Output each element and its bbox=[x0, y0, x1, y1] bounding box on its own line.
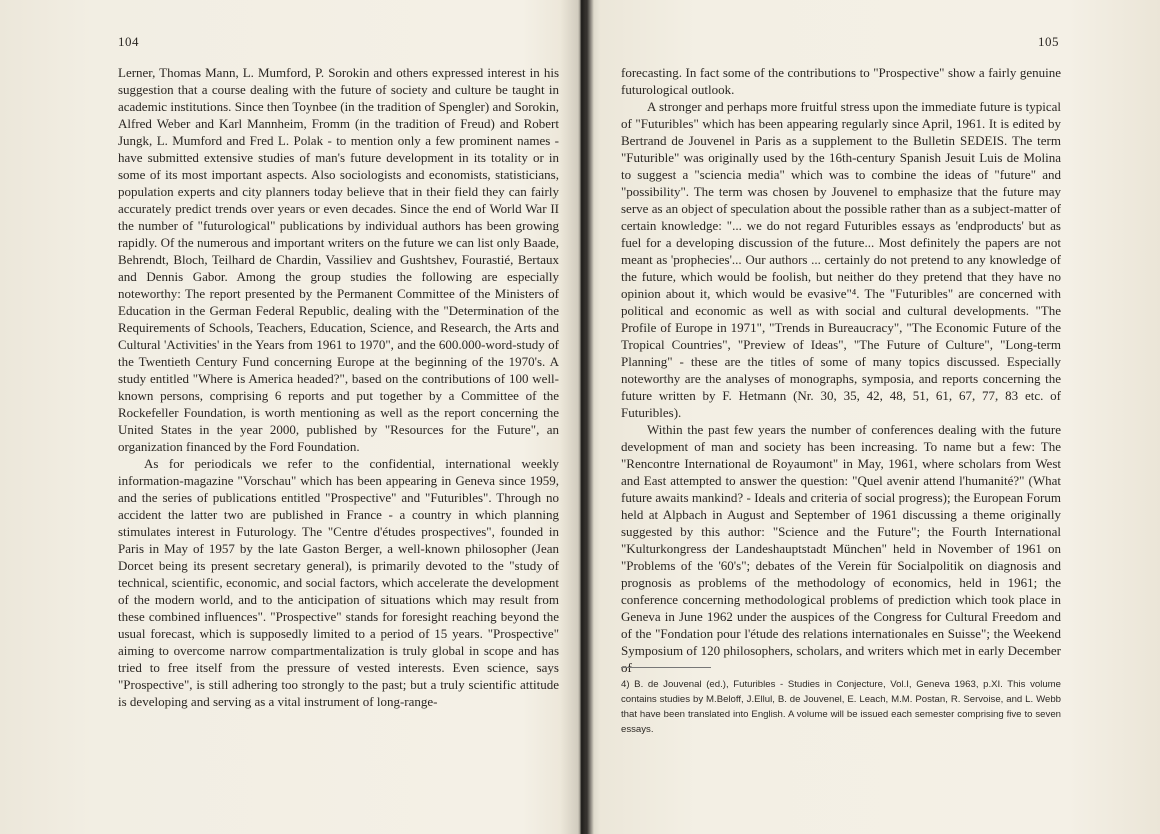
footnote: 4) B. de Jouvenal (ed.), Futuribles - Studies in Conjecture, Vol.I, Geneva 1963, p.XI. This volume contains studies by M.Beloff, J.Ellul, B. de Jouvenel, E. Leach, M.M. Postan, R. Servoise, and L. Webb that have been translated into English. A volume will be issued each semester comprising five to seven essays. bbox=[621, 679, 1061, 735]
paragraph: Lerner, Thomas Mann, L. Mumford, P. Sorokin and others expressed interest in his suggestion that a course dealing with the future of society and culture be taught in academic institutions. Since then Toynbee (in the tradition of Spengler) and Sorokin, Alfred Weber and Karl Mannheim, Fromm (in the tradition of Freud) and Robert Jungk, L. Mumford and Fred L. Polak - to mention only a few prominent names - have submitted extensive studies of man's future development in its totality or in some of its most important aspects. Also sociologists and economists, statisticians, population experts and city planners today believe that in their field they can fairly accurately predict trends over years or even decades. Since the end of World War II the number of "futurological" publications by individual authors has been growing rapidly. Of the numerous and important writers on the future we can list only Baade, Behrendt, Bloch, Teilhard de Chardin, Vassiliev and Gushtshev, Fourastié, Bertaux and Dennis Gabor. Among the group studies the following are especially noteworthy: The report presented by the Permanent Committee of the Ministers of Education in the German Federal Republic, dealing with the "Determination of the Requirements of Schools, Teachers, Education, Science, and Research, the Arts and Cultural 'Activities' in the Years from 1961 to 1970", and the 600.000-word-study of the Twentieth Century Fund concerning Europe at the beginning of the 1970's. A study entitled "Where is America headed?", based on the contributions of 100 well-known persons, comprising 6 reports and put together by a Committee of the Rockefeller Foundation, is worth mentioning as well as the report concerning the United States in the year 2000, published by "Resources for the Future", an organization financed by the Ford Foundation. bbox=[118, 65, 559, 454]
footnote-divider bbox=[621, 667, 711, 668]
paragraph: As for periodicals we refer to the confidential, international weekly information-magazine "Vorschau" which has been appearing in Geneva since 1959, and the series of publications entitled "Prospective" and "Futuribles". Through no accident the latter two are published in France - a country in which planning stimulates interest in Futurology. The "Centre d'études prospectives", founded in Paris in May of 1957 by the late Gaston Berger, a well-known philosopher (Jean Dorcet being its present secretary general), is primarily devoted to the "study of technical, scientific, economic, and social factors, which accelerate the development of the modern world, and to the anticipation of situations which may result from these combined influences". "Prospective" stands for foresight reaching beyond the usual forecast, which is supposedly limited to a period of 15 years. "Prospective" aiming to overcome narrow compartmentalization is truly global in scope and has tried to free itself from the pressure of vested interests. Even science, says "Prospective", is still adhering too strongly to the past; but a truly scientific attitude is developing and serving as a vital instrument of long-range- bbox=[118, 456, 559, 709]
paragraph: forecasting. In fact some of the contributions to "Prospective" show a fairly genuine futurological outlook. bbox=[621, 65, 1061, 97]
left-page-body bbox=[118, 64, 559, 710]
page-number-right: 105 bbox=[1038, 34, 1059, 49]
right-page-body bbox=[621, 64, 1061, 676]
right-page bbox=[592, 0, 1160, 834]
paragraph: A stronger and perhaps more fruitful stress upon the immediate future is typical of "Futuribles" which has been appearing regularly since April, 1961. It is edited by Bertrand de Jouvenel in Paris as a supplement to the Bulletin SEDEIS. The term "Futurible" was originally used by the 16th-century Spanish Jesuit Luis de Molina to suggest a "sciencia media" which was to combine the ideas of "future" and "possibility". The term was chosen by Jouvenel to emphasize that the future may serve as an object of speculation about the possible rather than as a subject-matter of certain knowledge: "... we do not regard Futuribles essays as 'endproducts' but as fuel for a developing discussion of the future... Most definitely the papers are not meant as 'prophecies'... Our authors ... certainly do not pretend to any knowledge of the future, which would be foolish, but neither do they pretend that they have no opinion about it, which would be evasive"⁴. The "Futuribles" are concerned with political and economic as well as with social and cultural developments. "The Profile of Europe in 1971", "Trends in Bureaucracy", "The Economic Future of the Tropical Countries", "Preview of Ideas", "The Future of Culture", "Long-term Planning" - these are the titles of some of many topics discussed. Especially noteworthy are the analyses of monographs, symposia, and reports concerning the future written by F. Hetmann (Nr. 30, 35, 42, 48, 51, 61, 67, 77, 83 etc. of Futuribles). bbox=[621, 99, 1061, 420]
paragraph: Within the past few years the number of conferences dealing with the future development of man and society has been increasing. To name but a few: The "Rencontre International de Royaumont" in May, 1961, where scholars from West and East attempted to answer the question: "Quel avenir attend l'humanité?" (What future awaits mankind? - Ideals and criteria of social progress); the European Forum held at Alpbach in August and September of 1961 discussing a theme originally suggested by this author: "Science and the Future"; the Fourth International "Kulturkongress der Landeshauptstadt München" held in November of 1961 on "Problems of the '60's"; debates of the Verein für Socialpolitik on diagnosis and prognosis as problems of the methodology of economics, held in 1961; the conference concerning methodological problems of prediction which took place in Geneva in June 1962 under the auspices of the Congress for Cultural Freedom and of the "Fondation pour l'étude des relations internationales en Suisse"; the Weekend Symposium of 120 philosophers, scholars, and writers which met in early December of bbox=[621, 422, 1061, 675]
page-number-left: 104 bbox=[118, 34, 139, 49]
